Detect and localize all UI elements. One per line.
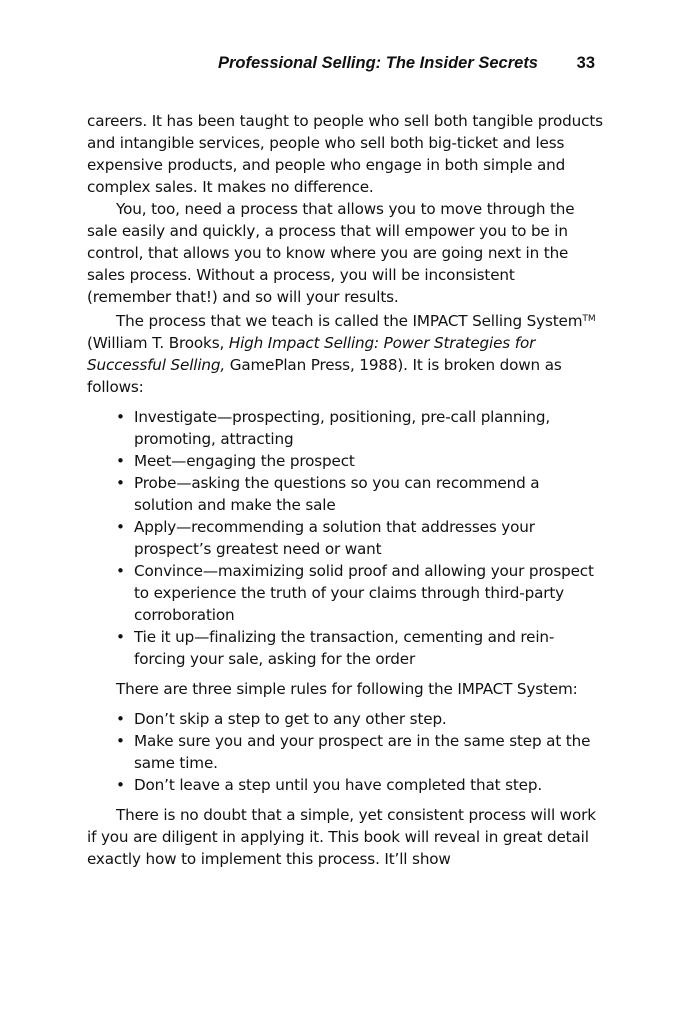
- list-item: [116, 516, 603, 560]
- bullet-icon: •: [116, 408, 125, 426]
- step-term: Probe: [134, 474, 177, 492]
- bullet-icon: •: [116, 518, 125, 536]
- bullet-icon: •: [116, 452, 125, 470]
- citation-author: (William T. Brooks,: [87, 334, 229, 352]
- step-description: —asking the questions so you can recommend a solution and make the sale: [134, 474, 540, 514]
- step-term: Apply: [134, 518, 177, 536]
- list-item: [116, 472, 603, 516]
- paragraph-conclusion: There is no doubt that a simple, yet consistent process will work if you are diligent in applying it. This book will reveal in great detail exactly how to implement this process. It’ll show: [87, 806, 596, 868]
- bullet-icon: •: [116, 732, 125, 750]
- impact-intro-text: The process that we teach is called the IMPACT Selling System: [116, 312, 583, 330]
- list-item: [116, 406, 603, 450]
- running-header: [0, 52, 682, 78]
- paragraph-careers: careers. It has been taught to people who sell both tangible products and intangible services, people who sell both big-ticket and less expensive products, and people who engage in both simple and complex sales. It makes no difference.: [87, 112, 603, 196]
- step-term: Convince: [134, 562, 203, 580]
- list-item: [116, 560, 603, 626]
- bullet-icon: •: [116, 562, 125, 580]
- step-description: —finalizing the transaction, cementing and rein-forcing your sale, asking for the order: [134, 628, 555, 668]
- list-item: [116, 626, 603, 670]
- rule-text: Don’t skip a step to get to any other step.: [134, 710, 447, 728]
- step-term: Investigate: [134, 408, 218, 426]
- step-description: —recommending a solution that addresses your prospect’s greatest need or want: [134, 518, 535, 558]
- bullet-icon: •: [116, 710, 125, 728]
- rule-text: Make sure you and your prospect are in the same step at the same time.: [134, 732, 591, 772]
- list-item: [116, 450, 603, 472]
- trademark-symbol: TM: [582, 314, 596, 324]
- running-header-title: Professional Selling: The Insider Secrets: [217, 54, 538, 72]
- impact-steps-list: [87, 406, 603, 670]
- rule-text: Don’t leave a step until you have completed that step.: [134, 776, 543, 794]
- step-description: —engaging the prospect: [171, 452, 355, 470]
- rules-list: [87, 708, 603, 796]
- step-description: —maximizing solid proof and allowing your prospect to experience the truth of your claims through third-party corroboration: [134, 562, 594, 624]
- list-item: [116, 708, 603, 730]
- list-item: [116, 730, 603, 774]
- bullet-icon: •: [116, 776, 125, 794]
- list-item: [116, 774, 603, 796]
- paragraph-process-need: You, too, need a process that allows you to move through the sale easily and quickly, a process that will empower you to be in control, that allows you to know where you are going next in the sales process. Without a process, you will be inconsistent (remember that!) and so will your results.: [87, 200, 575, 306]
- page-body: [87, 110, 603, 870]
- paragraph-rules-intro: There are three simple rules for following the IMPACT System:: [116, 680, 578, 698]
- step-description: —prospecting, positioning, pre-call planning, promoting, attracting: [134, 408, 551, 448]
- page-number: 33: [576, 54, 595, 72]
- bullet-icon: •: [116, 474, 125, 492]
- citation-publisher: GamePlan Press, 1988). It is broken down as follows:: [87, 356, 562, 396]
- step-term: Tie it up: [134, 628, 195, 646]
- bullet-icon: •: [116, 628, 125, 646]
- book-title: High Impact Selling: Power Strategies for Successful Selling,: [87, 334, 536, 374]
- paragraph-impact-intro: [87, 308, 603, 398]
- step-term: Meet: [134, 452, 172, 470]
